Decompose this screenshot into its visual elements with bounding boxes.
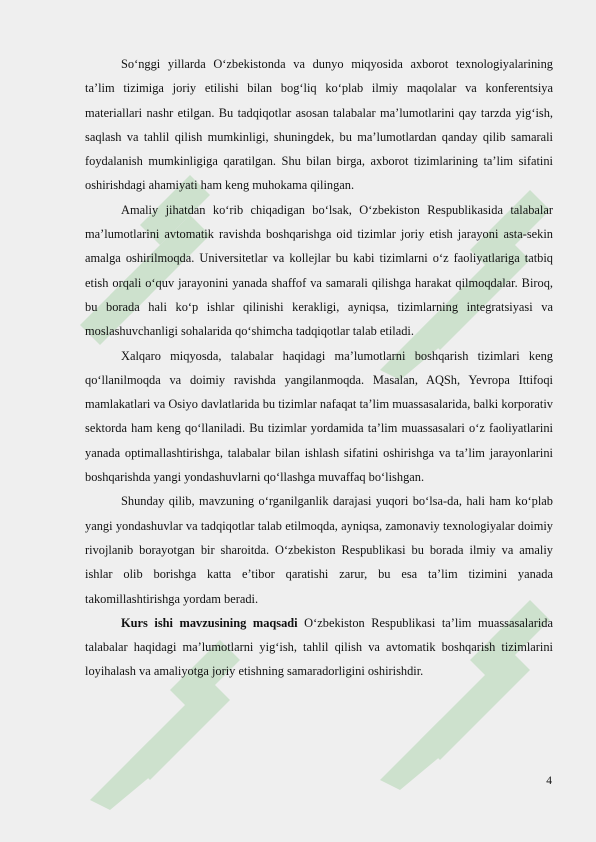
paragraph: Shunday qilib, mavzuning o‘rganilganlik darajasi yuqori bo‘lsa-da, hali ham ko‘plab yangi yondashuvlar va tadqiqotlar talab etilmoqda, ayniqsa, zamonaviy texnologiyalar doimiy rivojlanib borayotgan bir sharoitda. O‘zbekiston Respublikasi bu borada ilmiy va amaliy ishlar olib borishga katta e’tibor qaratishi zarur, bu esa ta’lim tizimini yanada takomillashtirishga yordam beradi. — [85, 494, 553, 606]
paragraph-goal — [85, 611, 553, 684]
goal-text: O‘zbekiston Respublikasi ta’lim muassasalarida talabalar haqidagi ma’lumotlarni yig‘ish, tahlil qilish va avtomatik boshqarish tizimlarini loyihalash va amaliyotga joriy etishning samaradorligini oshirishdir. — [85, 615, 553, 679]
paragraph: Xalqaro miqyosda, talabalar haqidagi ma’lumotlarni boshqarish tizimlari keng qo‘llanilmoqda va doimiy ravishda yangilanmoqda. Masalan, AQSh, Yevropa Ittifoqi mamlakatlari va Osiyo davlatlarida bu tizimlar nafaqat ta’lim muassasalarida, balki korporativ sektorda ham keng qo‘llaniladi. Bu tizimlar yordamida ta’lim muassasalari o‘z faoliyatlarini yanada optimallashtirishga, talabalar bilan ishlash sifatini oshirishga va ta’lim jarayonlarini boshqarishda yangi yondashuvlarni qo‘llashga muvaffaq bo‘lishgan. — [85, 348, 553, 485]
document-body — [85, 52, 553, 684]
page-number: 4 — [546, 775, 552, 787]
goal-heading: Kurs ishi mavzusining maqsadi — [121, 615, 298, 630]
paragraph: So‘nggi yillarda O‘zbekistonda va dunyo miqyosida axborot texnologiyalarining ta’lim tizimiga joriy etilishi bilan bog‘liq ko‘plab ilmiy maqolalar va konferentsiya materiallari nashr etilgan. Bu tadqiqotlar asosan talabalar ma’lumotlarini qay tarzda yig‘ish, saqlash va tahlil qilish mumkinligi, shuningdek, bu ma’lumotlardan qanday qilib samarali foydalanish mumkinligiga qaratilgan. Shu bilan birga, axborot tizimlarining ta’lim sifatini oshirishdagi ahamiyati ham keng muhokama qilingan. — [85, 57, 553, 193]
paragraph: Amaliy jihatdan ko‘rib chiqadigan bo‘lsak, O‘zbekiston Respublikasida talabalar ma’lumotlarini avtomatik ravishda boshqarishga oid tizimlar joriy etish jarayoni asta-sekin amalga oshirilmoqda. Universitetlar va kollejlar bu kabi tizimlarni o‘z faoliyatlariga tatbiq etish orqali o‘quv jarayonini yanada shaffof va samarali qilishga harakat qilmoqdalar. Biroq, bu borada hali ko‘p ishlar qilinishi kerakligi, ayniqsa, tizimlarning integratsiyasi va moslashuvchanligi sohalarida qo‘shimcha tadqiqotlar talab etiladi. — [85, 202, 553, 339]
